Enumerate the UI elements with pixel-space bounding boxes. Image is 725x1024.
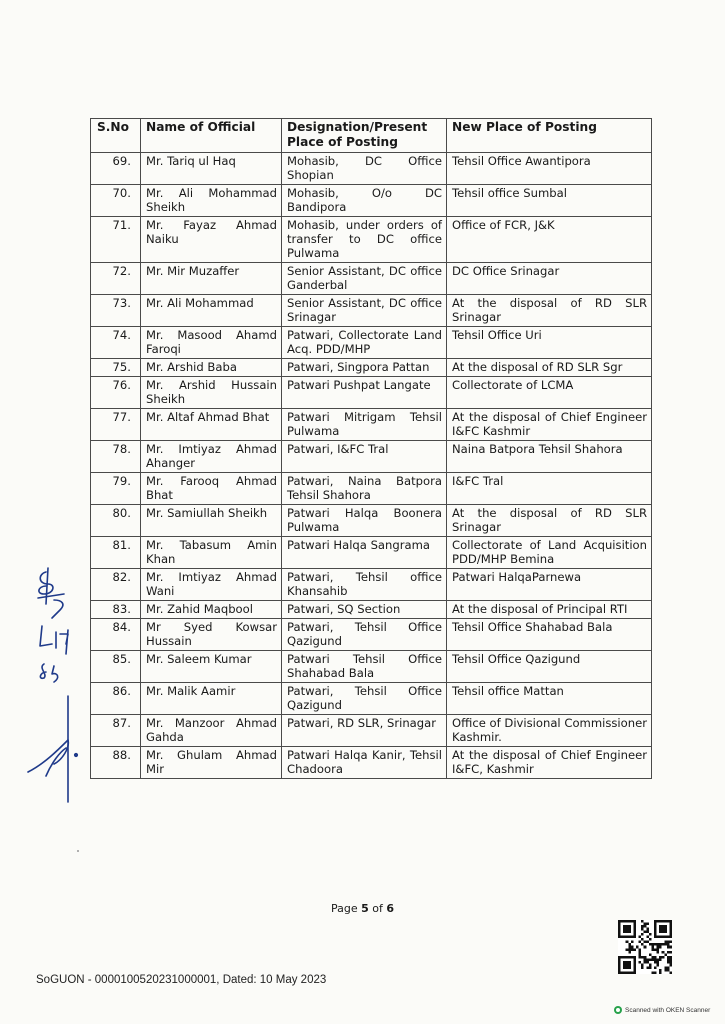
name-cell: Mr. Tabasum Amin Khan [141,537,282,569]
qr-code [618,920,672,974]
new-place-cell: Naina Batpora Tehsil Shahora [447,441,652,473]
table-row [91,295,652,327]
new-place-cell: At the disposal of RD SLR Sgr [447,359,652,377]
designation-cell: Senior Assistant, DC office Ganderbal [282,263,447,295]
new-place-cell: Tehsil Office Shahabad Bala [447,619,652,651]
sno-cell: 85. [91,651,141,683]
header-designation: Designation/Present Place of Posting [282,119,447,153]
name-cell: Mr. Saleem Kumar [141,651,282,683]
name-cell: Mr. Arshid Hussain Sheikh [141,377,282,409]
new-place-cell: At the disposal of Principal RTI [447,601,652,619]
table-body [91,153,652,779]
designation-cell: Patwari, Naina Batpora Tehsil Shahora [282,473,447,505]
name-cell: Mr. Ali Mohammad Sheikh [141,185,282,217]
designation-cell: Mohasib, under orders of transfer to DC office Pulwama [282,217,447,263]
name-cell: Mr. Zahid Maqbool [141,601,282,619]
table-row [91,441,652,473]
designation-cell: Senior Assistant, DC office Srinagar [282,295,447,327]
designation-cell: Patwari, Tehsil Office Qazigund [282,619,447,651]
designation-cell: Patwari, RD SLR, Srinagar [282,715,447,747]
posting-table [90,118,652,779]
designation-cell: Mohasib, O/o DC Bandipora [282,185,447,217]
table-row [91,409,652,441]
new-place-cell: Collectorate of Land Acquisition PDD/MHP Bemina [447,537,652,569]
table-row [91,683,652,715]
designation-cell: Patwari Halqa Sangrama [282,537,447,569]
designation-cell: Patwari, Tehsil Office Qazigund [282,683,447,715]
sno-cell: 70. [91,185,141,217]
designation-cell: Patwari, Singpora Pattan [282,359,447,377]
page-number-total: 6 [386,902,395,915]
sno-cell: 69. [91,153,141,185]
page-number-current: 5 [361,902,369,915]
new-place-cell: At the disposal of RD SLR Srinagar [447,505,652,537]
designation-cell: Patwari Mitrigam Tehsil Pulwama [282,409,447,441]
name-cell: Mr. Masood Ahamd Faroqi [141,327,282,359]
page-number-prefix: Page [330,902,362,915]
sno-cell: 88. [91,747,141,779]
sno-cell: 74. [91,327,141,359]
sno-cell: 87. [91,715,141,747]
designation-cell: Patwari, Tehsil office Khansahib [282,569,447,601]
name-cell: Mr. Ghulam Ahmad Mir [141,747,282,779]
table-header-row [91,119,652,153]
header-new-place: New Place of Posting [447,119,652,153]
table-row [91,263,652,295]
name-cell: Mr. Imtiyaz Ahmad Wani [141,569,282,601]
sno-cell: 79. [91,473,141,505]
sno-cell: 71. [91,217,141,263]
sno-cell: 86. [91,683,141,715]
name-cell: Mr. Ali Mohammad [141,295,282,327]
name-cell: Mr. Imtiyaz Ahmad Ahanger [141,441,282,473]
scan-artifact-dot [77,850,79,852]
handwritten-signature [24,564,96,814]
designation-cell: Patwari Pushpat Langate [282,377,447,409]
sno-cell: 77. [91,409,141,441]
new-place-cell: Patwari HalqaParnewa [447,569,652,601]
designation-cell: Patwari Tehsil Office Shahabad Bala [282,651,447,683]
sno-cell: 81. [91,537,141,569]
designation-cell: Patwari Halqa Boonera Pulwama [282,505,447,537]
designation-cell: Mohasib, DC Office Shopian [282,153,447,185]
table-row [91,619,652,651]
table-row [91,537,652,569]
header-sno: S.No [91,119,141,153]
name-cell: Mr. Tariq ul Haq [141,153,282,185]
table-row [91,569,652,601]
sno-cell: 82. [91,569,141,601]
new-place-cell: DC Office Srinagar [447,263,652,295]
name-cell: Mr. Fayaz Ahmad Naiku [141,217,282,263]
sno-cell: 76. [91,377,141,409]
table-row [91,651,652,683]
name-cell: Mr. Farooq Ahmad Bhat [141,473,282,505]
new-place-cell: Tehsil Office Uri [447,327,652,359]
new-place-cell: Tehsil Office Qazigund [447,651,652,683]
new-place-cell: Tehsil office Sumbal [447,185,652,217]
name-cell: Mr. Malik Aamir [141,683,282,715]
designation-cell: Patwari, Collectorate Land Acq. PDD/MHP [282,327,447,359]
table-row [91,153,652,185]
new-place-cell: Tehsil Office Awantipora [447,153,652,185]
page-number [0,902,725,915]
name-cell: Mr Syed Kowsar Hussain [141,619,282,651]
designation-cell: Patwari, SQ Section [282,601,447,619]
scanner-watermark [614,1006,710,1014]
sno-cell: 75. [91,359,141,377]
sno-cell: 73. [91,295,141,327]
name-cell: Mr. Manzoor Ahmad Gahda [141,715,282,747]
name-cell: Mr. Altaf Ahmad Bhat [141,409,282,441]
new-place-cell: Office of Divisional Commissioner Kashmir. [447,715,652,747]
new-place-cell: At the disposal of Chief Engineer I&FC Kashmir [447,409,652,441]
name-cell: Mr. Mir Muzaffer [141,263,282,295]
table-row [91,747,652,779]
table-row [91,359,652,377]
sno-cell: 84. [91,619,141,651]
table-row [91,185,652,217]
name-cell: Mr. Samiullah Sheikh [141,505,282,537]
table-row [91,715,652,747]
new-place-cell: Office of FCR, J&K [447,217,652,263]
table-row [91,377,652,409]
table-row [91,601,652,619]
header-name: Name of Official [141,119,282,153]
sno-cell: 83. [91,601,141,619]
designation-cell: Patwari Halqa Kanir, Tehsil Chadoora [282,747,447,779]
designation-cell: Patwari, I&FC Tral [282,441,447,473]
sno-cell: 80. [91,505,141,537]
table-row [91,473,652,505]
table-row [91,327,652,359]
sno-cell: 72. [91,263,141,295]
table-row [91,505,652,537]
new-place-cell: Collectorate of LCMA [447,377,652,409]
scanner-logo-icon [614,1006,622,1014]
sno-cell: 78. [91,441,141,473]
name-cell: Mr. Arshid Baba [141,359,282,377]
new-place-cell: I&FC Tral [447,473,652,505]
new-place-cell: At the disposal of Chief Engineer I&FC, Kashmir [447,747,652,779]
new-place-cell: At the disposal of RD SLR Srinagar [447,295,652,327]
page-number-of: of [368,902,387,915]
new-place-cell: Tehsil office Mattan [447,683,652,715]
table-row [91,217,652,263]
scanner-label: Scanned with OKEN Scanner [625,1006,711,1014]
document-reference: SoGUON - 0000100520231000001, Dated: 10 May 2023 [36,974,327,986]
